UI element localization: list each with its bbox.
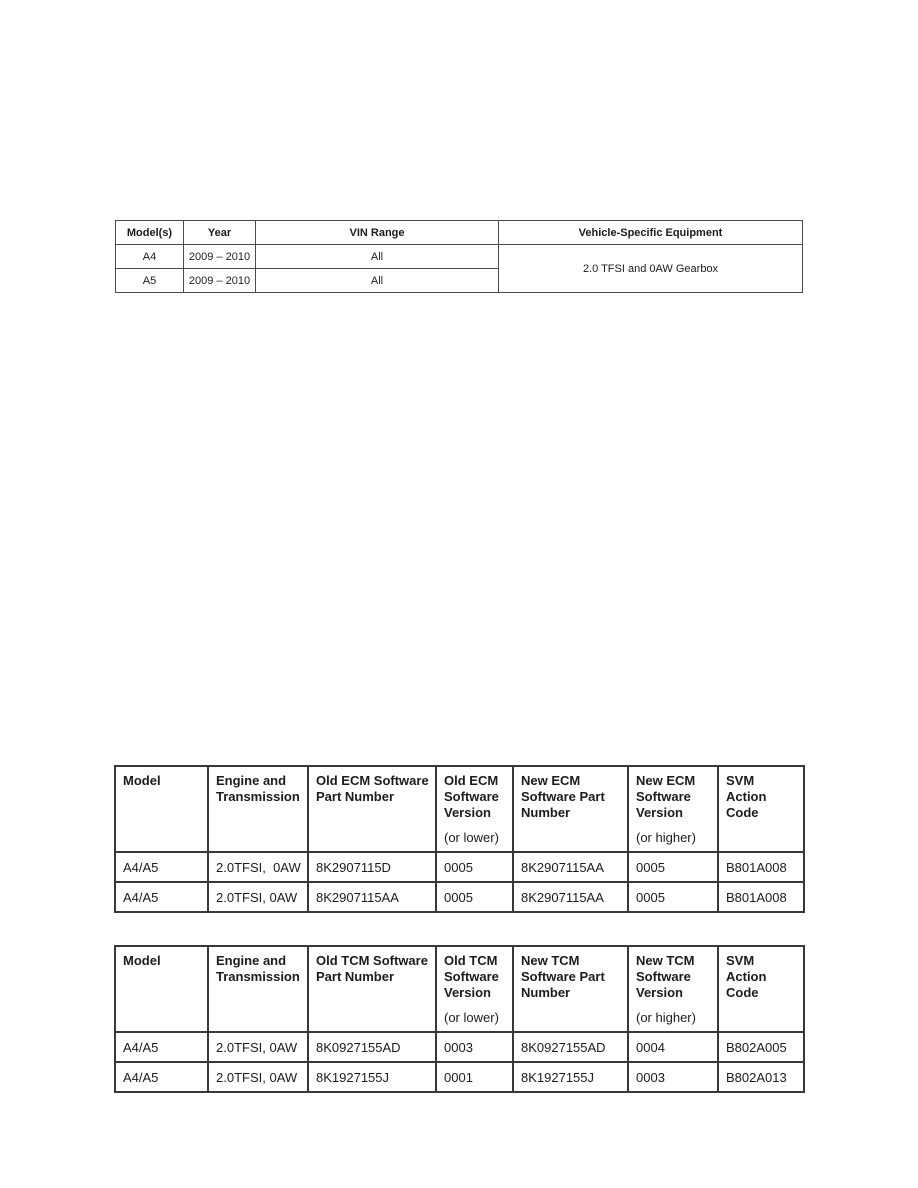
cell-old-part-number: 8K2907115AA [308, 882, 436, 912]
cell-new-part-number: 8K1927155J [513, 1062, 628, 1092]
cell-old-part-number: 8K0927155AD [308, 1032, 436, 1062]
cell-svm-action-code: B802A005 [718, 1032, 804, 1062]
column-header-model [115, 766, 208, 852]
column-header-old-part-number [308, 766, 436, 852]
column-header-models: Model(s) [116, 221, 184, 245]
header-title: New ECM Software Part Number [521, 773, 605, 820]
cell-model: A5 [116, 269, 184, 293]
header-title: Model [123, 773, 161, 788]
header-title: Old TCM Software Version [444, 953, 499, 1000]
header-title: SVM Action Code [726, 773, 767, 820]
header-subnote: (or lower) [444, 1010, 499, 1025]
cell-new-part-number: 8K2907115AA [513, 882, 628, 912]
header-title: Engine and Transmission [216, 773, 300, 804]
cell-engine-transmission: 2.0TFSI, 0AW [208, 852, 308, 882]
cell-equipment: 2.0 TFSI and 0AW Gearbox [499, 245, 803, 293]
column-header-year: Year [184, 221, 256, 245]
cell-new-version: 0003 [628, 1062, 718, 1092]
header-title: Model [123, 953, 161, 968]
cell-old-version: 0001 [436, 1062, 513, 1092]
column-header-old-version [436, 946, 513, 1032]
header-subnote: (or higher) [636, 830, 696, 845]
cell-svm-action-code: B802A013 [718, 1062, 804, 1092]
header-title: Old ECM Software Part Number [316, 773, 429, 804]
table-row [115, 882, 804, 912]
cell-old-part-number: 8K1927155J [308, 1062, 436, 1092]
cell-new-part-number: 8K0927155AD [513, 1032, 628, 1062]
cell-new-part-number: 8K2907115AA [513, 852, 628, 882]
table-row [115, 1062, 804, 1092]
cell-engine-transmission: 2.0TFSI, 0AW [208, 882, 308, 912]
table-row [115, 1032, 804, 1062]
column-header-svm-action-code [718, 766, 804, 852]
column-header-old-version [436, 766, 513, 852]
tcm-software-table [114, 945, 805, 1093]
cell-year: 2009 – 2010 [184, 245, 256, 269]
cell-svm-action-code: B801A008 [718, 882, 804, 912]
cell-model: A4/A5 [115, 1032, 208, 1062]
header-title: Engine and Transmission [216, 953, 300, 984]
cell-vin-range: All [256, 269, 499, 293]
cell-new-version: 0005 [628, 852, 718, 882]
tcm-table-header-row [115, 946, 804, 1032]
cell-new-version: 0004 [628, 1032, 718, 1062]
column-header-svm-action-code [718, 946, 804, 1032]
header-title: New ECM Software Version [636, 773, 696, 820]
column-header-engine-transmission [208, 766, 308, 852]
cell-year: 2009 – 2010 [184, 269, 256, 293]
vehicle-applicability-table [115, 220, 803, 293]
cell-engine-transmission: 2.0TFSI, 0AW [208, 1032, 308, 1062]
table-row [115, 852, 804, 882]
column-header-new-part-number [513, 766, 628, 852]
header-title: New TCM Software Part Number [521, 953, 605, 1000]
header-subnote: (or higher) [636, 1010, 696, 1025]
ecm-table-header-row [115, 766, 804, 852]
cell-vin-range: All [256, 245, 499, 269]
cell-model: A4 [116, 245, 184, 269]
column-header-engine-transmission [208, 946, 308, 1032]
header-title: Old ECM Software Version [444, 773, 499, 820]
cell-old-version: 0005 [436, 852, 513, 882]
cell-engine-transmission: 2.0TFSI, 0AW [208, 1062, 308, 1092]
column-header-new-version [628, 946, 718, 1032]
header-title: New TCM Software Version [636, 953, 695, 1000]
cell-model: A4/A5 [115, 1062, 208, 1092]
cell-old-version: 0005 [436, 882, 513, 912]
column-header-new-part-number [513, 946, 628, 1032]
cell-model: A4/A5 [115, 852, 208, 882]
header-title: Old TCM Software Part Number [316, 953, 428, 984]
cell-model: A4/A5 [115, 882, 208, 912]
header-subnote: (or lower) [444, 830, 499, 845]
cell-new-version: 0005 [628, 882, 718, 912]
table-row [116, 245, 803, 269]
column-header-old-part-number [308, 946, 436, 1032]
column-header-equipment: Vehicle-Specific Equipment [499, 221, 803, 245]
header-title: SVM Action Code [726, 953, 767, 1000]
ecm-software-table [114, 765, 805, 913]
vehicle-table-header-row [116, 221, 803, 245]
column-header-vin-range: VIN Range [256, 221, 499, 245]
cell-svm-action-code: B801A008 [718, 852, 804, 882]
cell-old-part-number: 8K2907115D [308, 852, 436, 882]
column-header-model [115, 946, 208, 1032]
cell-old-version: 0003 [436, 1032, 513, 1062]
column-header-new-version [628, 766, 718, 852]
